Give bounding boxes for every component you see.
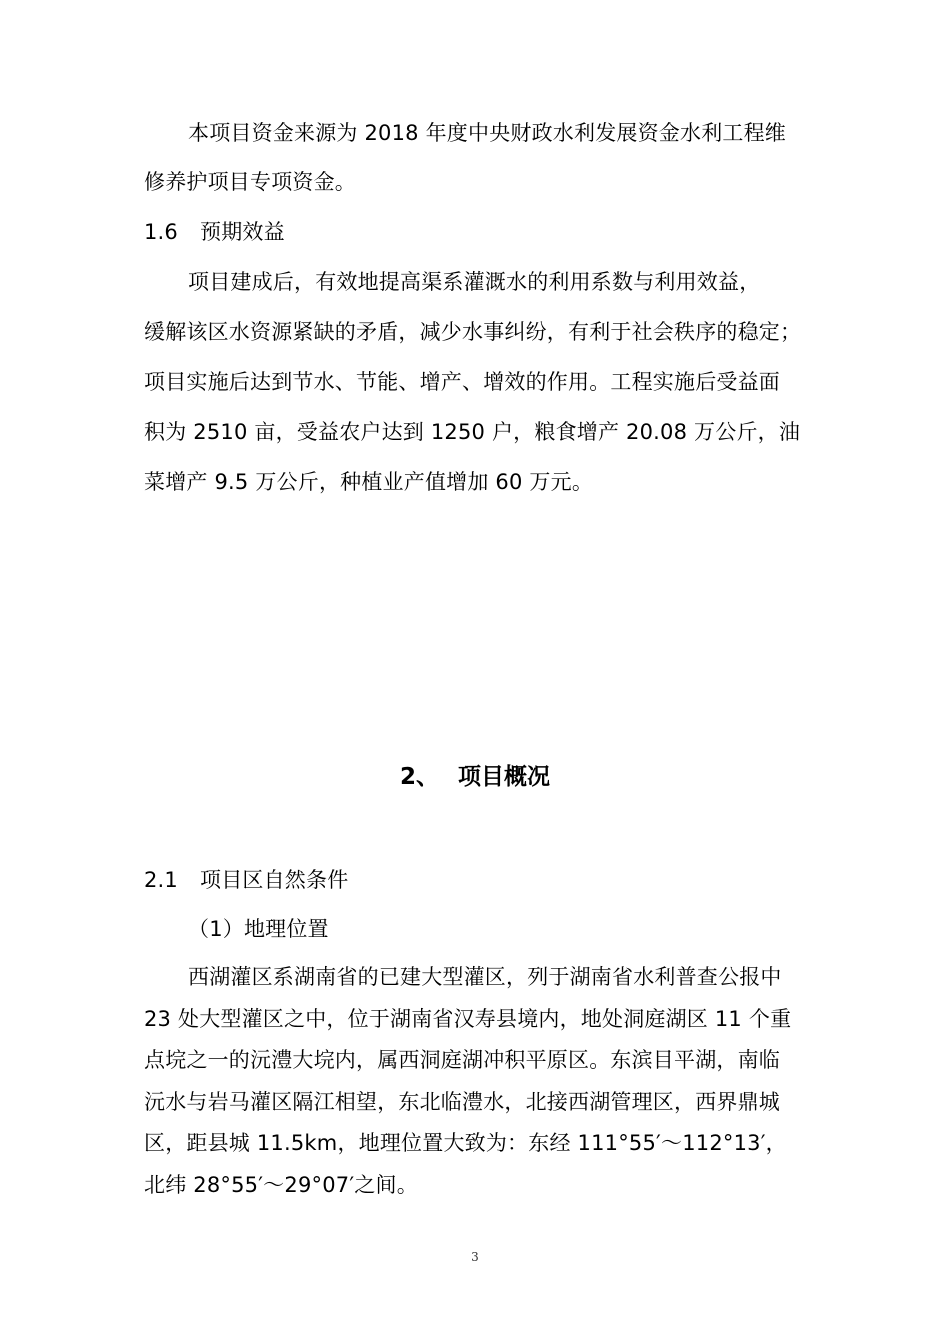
chapter-number: 2、 bbox=[400, 764, 440, 790]
chapter-heading bbox=[0, 761, 950, 793]
text-line: 点垸之一的沅澧大垸内，属西洞庭湖冲积平原区。东滨目平湖，南临 bbox=[144, 1048, 780, 1072]
text-line: 23 处大型灌区之中，位于湖南省汉寿县境内，地处洞庭湖区 11 个重 bbox=[144, 1007, 792, 1031]
text-line: 区，距县城 11.5km，地理位置大致为：东经 111°55′～112°13′， bbox=[144, 1131, 787, 1155]
section-heading-2-1 bbox=[144, 865, 348, 895]
section-number: 1.6 bbox=[144, 220, 178, 244]
text-line: 项目实施后达到节水、节能、增产、增效的作用。工程实施后受益面 bbox=[144, 370, 780, 394]
subsection-heading: （1）地理位置 bbox=[188, 917, 329, 941]
text-line: 北纬 28°55′～29°07′之间。 bbox=[144, 1173, 418, 1197]
text-line: 修养护项目专项资金。 bbox=[144, 170, 356, 194]
page-number: 3 bbox=[471, 1250, 479, 1264]
chapter-title: 项目概况 bbox=[458, 764, 550, 790]
section-title: 预期效益 bbox=[200, 220, 285, 244]
section-number: 2.1 bbox=[144, 868, 178, 892]
text-line: 菜增产 9.5 万公斤，种植业产值增加 60 万元。 bbox=[144, 470, 594, 494]
text-line: 西湖灌区系湖南省的已建大型灌区，列于湖南省水利普查公报中 bbox=[188, 965, 782, 989]
text-line: 本项目资金来源为 2018 年度中央财政水利发展资金水利工程维 bbox=[188, 121, 786, 145]
section-title: 项目区自然条件 bbox=[200, 868, 349, 892]
text-line: 缓解该区水资源紧缺的矛盾，减少水事纠纷，有利于社会秩序的稳定； bbox=[144, 320, 802, 344]
text-line: 项目建成后，有效地提高渠系灌溉水的利用系数与利用效益， bbox=[188, 270, 761, 294]
text-line: 沅水与岩马灌区隔江相望，东北临澧水，北接西湖管理区，西界鼎城 bbox=[144, 1090, 780, 1114]
text-line: 积为 2510 亩，受益农户达到 1250 户，粮食增产 20.08 万公斤，油 bbox=[144, 420, 801, 444]
section-heading-1-6 bbox=[144, 217, 285, 247]
